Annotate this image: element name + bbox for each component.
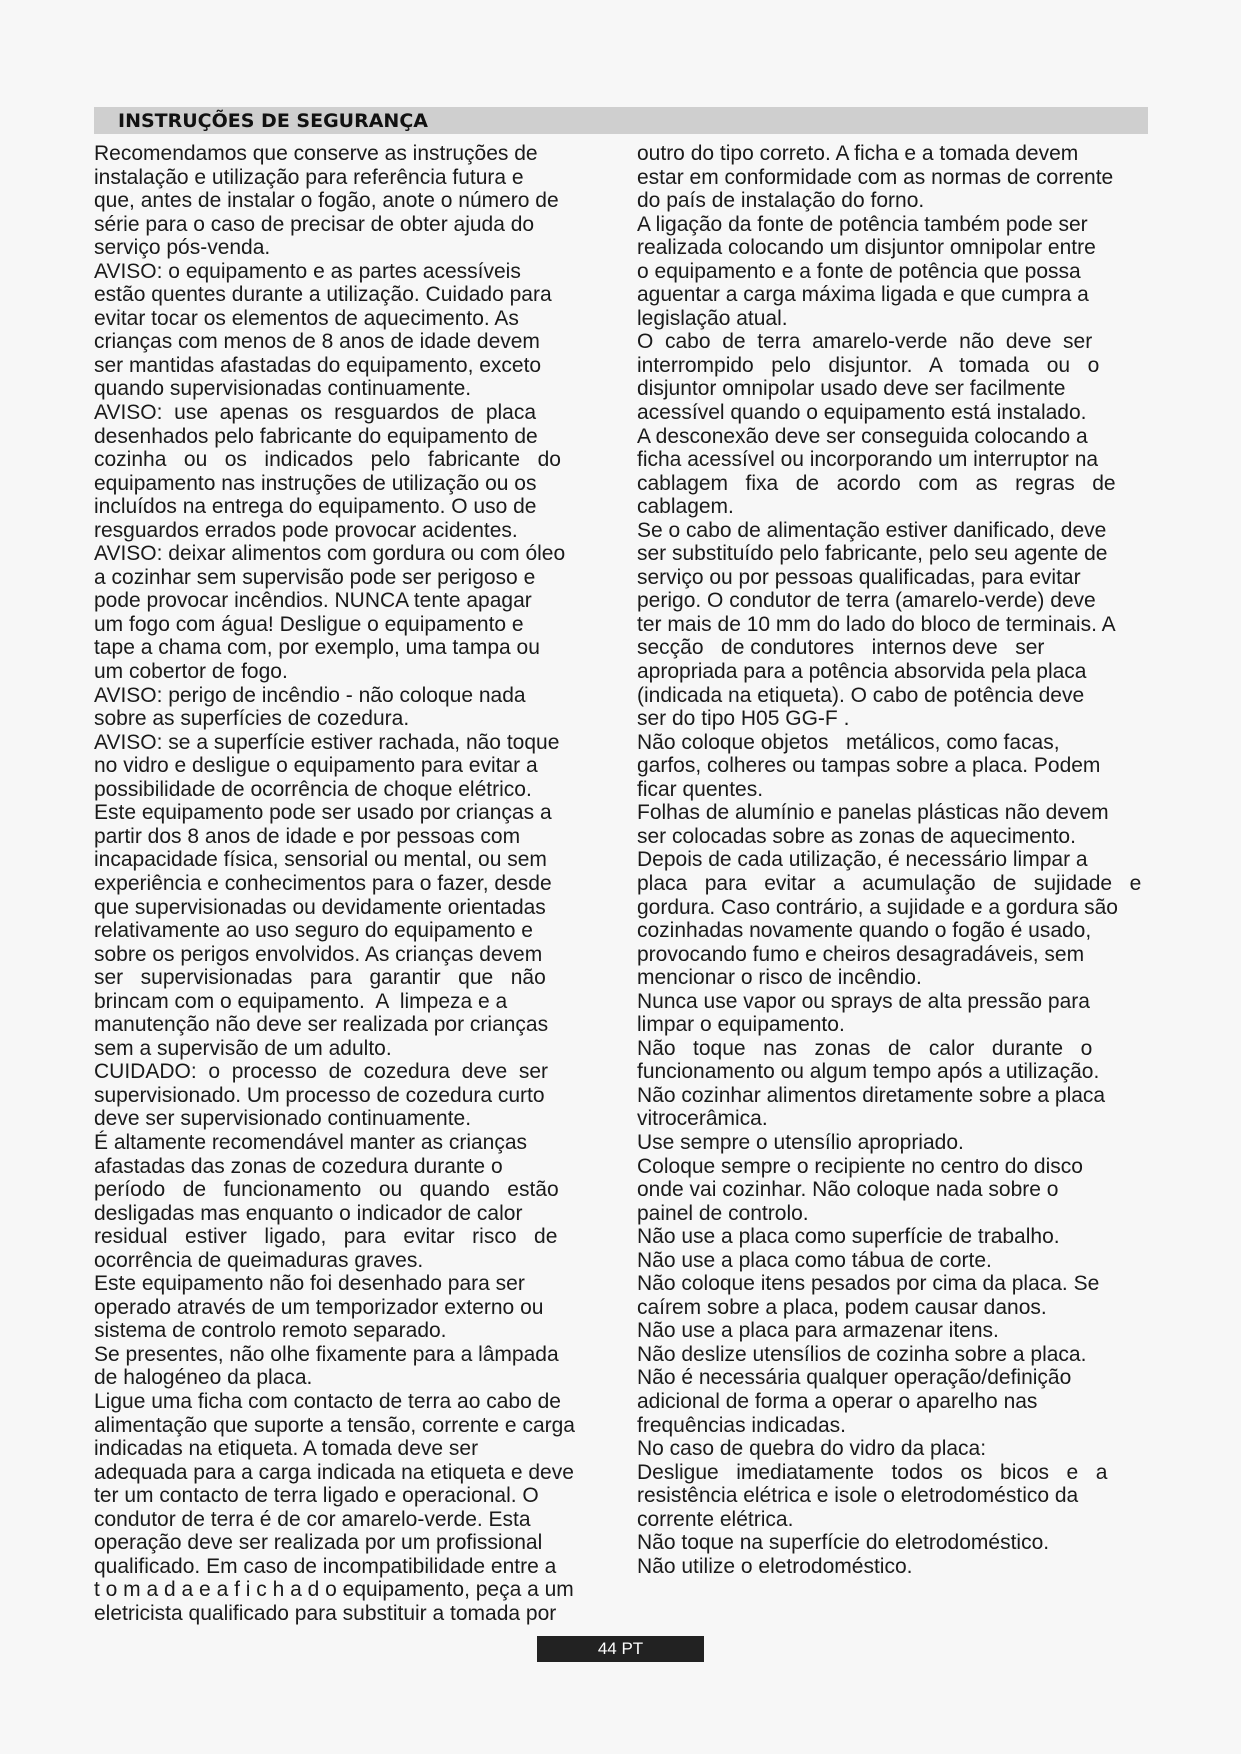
text-line: CUIDADO: o processo de cozedura deve ser [94,1060,549,1084]
text-line: Folhas de alumínio e panelas plásticas não devem [637,801,1109,825]
text-line: ser supervisionadas para garantir que não [94,966,546,990]
text-line: cablagem. [637,495,734,519]
text-line: o equipamento e a fonte de potência que possa [637,259,1081,283]
text-line: vitrocerâmica. [637,1107,768,1131]
text-line: crianças com menos de 8 anos de idade devem [94,330,540,354]
text-line: tape a chama com, por exemplo, uma tampa ou [94,636,540,660]
text-line: apropriada para a potência absorvida pela placa [637,660,1087,684]
text-line: AVISO: se a superfície estiver rachada, não toque [94,730,560,754]
text-line: manutenção não deve ser realizada por crianças [94,1013,549,1037]
text-line: equipamento nas instruções de utilização ou os [94,471,537,495]
text-line: operado através de um temporizador externo ou [94,1295,544,1319]
text-line: condutor de terra é de cor amarelo-verde. Esta [94,1507,531,1531]
text-line: corrente elétrica. [637,1507,794,1531]
text-line: A ligação da fonte de potência também pode ser [637,212,1088,236]
text-line: Não é necessária qualquer operação/definição [637,1366,1072,1390]
text-line: supervisionado. Um processo de cozedura curto [94,1083,545,1107]
text-line: ser substituído pelo fabricante, pelo seu agente de [637,542,1108,566]
text-line: Não utilize o eletrodoméstico. [637,1554,913,1578]
text-line: serviço pós-venda. [94,236,271,260]
text-line: Desligue imediatamente todos os bicos e a [637,1460,1108,1484]
text-line: t o m a d a e a f i c h a d o equipamento, peça a um [94,1578,574,1602]
text-line: Se o cabo de alimentação estiver danificado, deve [637,518,1107,542]
text-line: do país de instalação do forno. [637,189,925,213]
text-line: que supervisionadas ou devidamente orientadas [94,895,546,919]
text-line: Este equipamento pode ser usado por crianças a [94,801,552,825]
text-line: desligadas mas enquanto o indicador de calor [94,1201,523,1225]
text-line: estão quentes durante a utilização. Cuidado para [94,283,552,307]
text-line: evitar tocar os elementos de aquecimento. As [94,306,519,330]
text-line: sem a supervisão de um adulto. [94,1036,392,1060]
text-line: Coloque sempre o recipiente no centro do disco [637,1154,1083,1178]
text-line: limpar o equipamento. [637,1013,845,1037]
text-line: afastadas das zonas de cozedura durante o [94,1154,503,1178]
text-line: frequências indicadas. [637,1413,846,1437]
left-text-column [94,142,624,1625]
text-line: placa para evitar a acumulação de sujidade e [637,871,1142,895]
text-line: de halogéneo da placa. [94,1366,313,1390]
text-line: Não toque na superfície do eletrodoméstico. [637,1531,1050,1555]
text-line: alimentação que suporte a tensão, corrente e carga [94,1413,575,1437]
text-line: ficar quentes. [637,777,764,801]
text-line: qualificado. Em caso de incompatibilidade entre a [94,1554,557,1578]
text-line: gordura. Caso contrário, a sujidade e a gordura são [637,895,1118,919]
text-line: AVISO: perigo de incêndio - não coloque nada [94,683,526,707]
text-line: sobre os perigos envolvidos. As crianças devem [94,942,543,966]
text-line: adicional de forma a operar o aparelho nas [637,1389,1038,1413]
text-line: experiência e conhecimentos para o fazer, desde [94,871,552,895]
text-line: aguentar a carga máxima ligada e que cumpra a [637,283,1089,307]
text-line: período de funcionamento ou quando estão [94,1178,559,1202]
text-line: ser colocadas sobre as zonas de aquecimento. [637,824,1076,848]
text-line: resguardos errados pode provocar acidentes. [94,518,518,542]
text-line: a cozinhar sem supervisão pode ser perigoso e [94,565,536,589]
text-line: Nunca use vapor ou sprays de alta pressão para [637,989,1090,1013]
text-line: série para o caso de precisar de obter ajuda do [94,212,535,236]
text-line: secção de condutores internos deve ser [637,636,1045,660]
text-line: onde vai cozinhar. Não coloque nada sobre o [637,1178,1059,1202]
text-line: sobre as superfícies de cozedura. [94,707,410,731]
text-line: ser do tipo H05 GG-F . [637,707,850,731]
text-line: cozinha ou os indicados pelo fabricante do [94,448,561,472]
text-line: desenhados pelo fabricante do equipamento de [94,424,538,448]
text-line: operação deve ser realizada por um profissional [94,1531,543,1555]
text-line: Se presentes, não olhe fixamente para a lâmpada [94,1342,559,1366]
text-line: estar em conformidade com as normas de corrente [637,165,1114,189]
text-line: Recomendamos que conserve as instruções de [94,142,538,165]
text-line: Não use a placa para armazenar itens. [637,1319,999,1343]
text-line: sistema de controlo remoto separado. [94,1319,447,1343]
text-line: eletricista qualificado para substituir a tomada por [94,1601,557,1625]
text-line: incluídos na entrega do equipamento. O uso de [94,495,537,519]
text-line: ocorrência de queimaduras graves. [94,1248,424,1272]
text-line: Use sempre o utensílio apropriado. [637,1130,964,1154]
text-line: realizada colocando um disjuntor omnipolar entre [637,236,1096,260]
text-line: painel de controlo. [637,1201,809,1225]
text-line: deve ser supervisionado continuamente. [94,1107,472,1131]
text-line: ficha acessível ou incorporando um interruptor na [637,448,1099,472]
text-line: Não use a placa como tábua de corte. [637,1248,992,1272]
text-line: Este equipamento não foi desenhado para ser [94,1272,525,1296]
text-line: outro do tipo correto. A ficha e a tomada devem [637,142,1079,165]
text-line: quando supervisionadas continuamente. [94,377,472,401]
text-line: garfos, colheres ou tampas sobre a placa. Podem [637,754,1101,778]
text-line: No caso de quebra do vidro da placa: [637,1437,987,1461]
text-line: partir dos 8 anos de idade e por pessoas com [94,824,521,848]
text-line: Não coloque itens pesados por cima da placa. Se [637,1272,1100,1296]
text-line: A desconexão deve ser conseguida colocando a [637,424,1088,448]
text-line: Não toque nas zonas de calor durante o [637,1036,1093,1060]
page-number-badge: 44 PT [537,1636,704,1662]
section-title: INSTRUÇÕES DE SEGURANÇA [118,110,428,132]
text-line: interrompido pelo disjuntor. A tomada ou o [637,353,1100,377]
text-line: acessível quando o equipamento está instalado. [637,401,1087,425]
text-line: É altamente recomendável manter as crianças [94,1130,528,1154]
text-line: ter um contacto de terra ligado e operacional. O [94,1484,539,1508]
text-line: relativamente ao uso seguro do equipamento e [94,919,533,943]
text-line: AVISO: deixar alimentos com gordura ou com óleo [94,542,566,566]
text-line: resistência elétrica e isole o eletrodoméstico da [637,1484,1079,1508]
text-line: cablagem fixa de acordo com as regras de [637,471,1116,495]
text-line: Não cozinhar alimentos diretamente sobre a placa [637,1083,1106,1107]
text-line: funcionamento ou algum tempo após a utilização. [637,1060,1100,1084]
text-line: mencionar o risco de incêndio. [637,966,922,990]
text-line: caírem sobre a placa, podem causar danos. [637,1295,1047,1319]
text-line: O cabo de terra amarelo-verde não deve ser [637,330,1093,354]
text-line: pode provocar incêndios. NUNCA tente apagar [94,589,532,613]
right-text-column [637,142,1157,1602]
text-line: adequada para a carga indicada na etiqueta e deve [94,1460,574,1484]
text-line: instalação e utilização para referência futura e [94,165,524,189]
text-line: residual estiver ligado, para evitar risco de [94,1225,558,1249]
text-line: serviço ou por pessoas qualificadas, para evitar [637,565,1081,589]
text-line: AVISO: use apenas os resguardos de placa [94,401,537,425]
text-line: (indicada na etiqueta). O cabo de potência deve [637,683,1085,707]
text-line: brincam com o equipamento. A limpeza e a [94,989,508,1013]
text-line: possibilidade de ocorrência de choque elétrico. [94,777,532,801]
text-line: no vidro e desligue o equipamento para evitar a [94,754,538,778]
text-line: Não deslize utensílios de cozinha sobre a placa. [637,1342,1087,1366]
text-line: Ligue uma ficha com contacto de terra ao cabo de [94,1389,561,1413]
text-line: indicadas na etiqueta. A tomada deve ser [94,1437,479,1461]
text-line [637,1578,1157,1602]
text-line: incapacidade física, sensorial ou mental, ou sem [94,848,547,872]
text-line: Depois de cada utilização, é necessário limpar a [637,848,1088,872]
text-line: provocando fumo e cheiros desagradáveis, sem [637,942,1085,966]
text-line: cozinhadas novamente quando o fogão é usado, [637,919,1092,943]
text-line: disjuntor omnipolar usado deve ser facilmente [637,377,1066,401]
text-line: um cobertor de fogo. [94,660,288,684]
text-line: legislação atual. [637,306,788,330]
text-line: ser mantidas afastadas do equipamento, exceto [94,353,542,377]
text-line: AVISO: o equipamento e as partes acessíveis [94,259,521,283]
section-header [94,107,1148,134]
text-line: ter mais de 10 mm do lado do bloco de terminais. A [637,612,1116,636]
text-line: que, antes de instalar o fogão, anote o número de [94,189,559,213]
text-line: Não use a placa como superfície de trabalho. [637,1225,1060,1249]
text-line: um fogo com água! Desligue o equipamento e [94,612,524,636]
text-line: Não coloque objetos metálicos, como facas, [637,730,1060,754]
text-line: perigo. O condutor de terra (amarelo-verde) deve [637,589,1096,613]
